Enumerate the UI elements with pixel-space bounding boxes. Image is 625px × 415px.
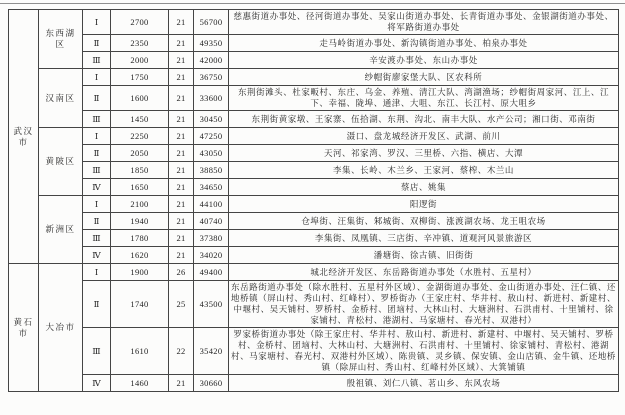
areas-cell: 东岳路街道办事处（除水胜村、五星村外区域）、金湖街道办事处、金山街道办事处、汪仁镇、还地桥镇（屏山村、秀山村、红峰村）、罗桥街办（王家庄村、华井村、敖山村、新进村、新建村、中堰村、吴天铺村、罗桥村、金桥村、团垴村、大林山村、大塘洲村、石洪甫村、十里铺村、徐家铺村、青松村、港湖村、马家塘村、春光村、双港村） [229,281,619,328]
table-row [9,10,619,35]
city-cell: 武汉市 [9,10,39,264]
monthly-wage-cell: 2100 [111,196,169,213]
multiplier-cell: 21 [169,35,194,52]
multiplier-cell: 21 [169,375,194,392]
wage-table-body [9,10,619,392]
annual-total-cell: 30450 [194,111,229,128]
multiplier-cell: 21 [169,86,194,111]
monthly-wage-cell: 1740 [111,281,169,328]
district-cell: 大冶市 [39,264,83,392]
city-cell: 黄石市 [9,264,39,392]
monthly-wage-cell: 1620 [111,247,169,264]
grade-cell: Ⅳ [83,375,111,392]
multiplier-cell: 21 [169,10,194,35]
multiplier-cell: 26 [169,264,194,281]
grade-cell: Ⅰ [83,196,111,213]
multiplier-cell: 21 [169,145,194,162]
wage-standard-table [8,9,619,392]
table-row [9,230,619,247]
multiplier-cell: 21 [169,69,194,86]
multiplier-cell: 21 [169,162,194,179]
table-row [9,179,619,196]
table-row [9,281,619,328]
multiplier-cell: 21 [169,128,194,145]
areas-cell: 走马岭街道办事处、新沟镇街道办事处、柏泉办事处 [229,35,619,52]
areas-cell: 李集、长岭、木兰乡、王家河、蔡榨、木兰山 [229,162,619,179]
areas-cell: 阳逻街 [229,196,619,213]
district-cell: 东西湖区 [39,10,83,69]
annual-total-cell: 49350 [194,35,229,52]
grade-cell: Ⅲ [83,52,111,69]
monthly-wage-cell: 1610 [111,328,169,375]
table-row [9,128,619,145]
areas-cell: 仓埠街、汪集街、邾城街、双柳街、涨渡湖农场、龙王咀农场 [229,213,619,230]
table-row [9,213,619,230]
annual-total-cell: 34650 [194,179,229,196]
table-row [9,328,619,375]
multiplier-cell: 21 [169,196,194,213]
monthly-wage-cell: 1650 [111,179,169,196]
grade-cell: Ⅰ [83,69,111,86]
annual-total-cell: 36750 [194,69,229,86]
multiplier-cell: 21 [169,213,194,230]
multiplier-cell: 21 [169,179,194,196]
monthly-wage-cell: 1460 [111,375,169,392]
annual-total-cell: 37380 [194,230,229,247]
multiplier-cell: 21 [169,230,194,247]
areas-cell: 城北经济开发区、东岳路街道办事处（水胜村、五星村） [229,264,619,281]
grade-cell: Ⅰ [83,264,111,281]
grade-cell: Ⅱ [83,145,111,162]
annual-total-cell: 49400 [194,264,229,281]
annual-total-cell: 56700 [194,10,229,35]
monthly-wage-cell: 2250 [111,128,169,145]
grade-cell: Ⅱ [83,35,111,52]
areas-cell: 潘塘街、徐古镇、旧街街 [229,247,619,264]
areas-cell: 蔡店、姚集 [229,179,619,196]
table-row [9,52,619,69]
multiplier-cell: 25 [169,281,194,328]
multiplier-cell: 21 [169,111,194,128]
areas-cell: 殷祖镇、刘仁八镇、茗山乡、东风农场 [229,375,619,392]
page-top-rule [0,3,625,4]
annual-total-cell: 30660 [194,375,229,392]
table-row [9,86,619,111]
table-row [9,375,619,392]
table-row [9,35,619,52]
grade-cell: Ⅰ [83,128,111,145]
monthly-wage-cell: 1780 [111,230,169,247]
grade-cell: Ⅲ [83,230,111,247]
grade-cell: Ⅳ [83,179,111,196]
grade-cell: Ⅱ [83,281,111,328]
grade-cell: Ⅲ [83,328,111,375]
grade-cell: Ⅲ [83,162,111,179]
district-cell: 汉南区 [39,69,83,128]
areas-cell: 东荆街滩头、杜家畈村、东庄、乌金、养殖、清江大队、湾湖渔场；纱帽街周家河、江上、江下、幸福、陇埠、通津、大咀、东江、长江村、原大咀乡 [229,86,619,111]
grade-cell: Ⅲ [83,111,111,128]
annual-total-cell: 43050 [194,145,229,162]
multiplier-cell: 21 [169,247,194,264]
multiplier-cell: 22 [169,328,194,375]
table-row [9,264,619,281]
grade-cell: Ⅱ [83,86,111,111]
monthly-wage-cell: 1850 [111,162,169,179]
grade-cell: Ⅰ [83,10,111,35]
annual-total-cell: 38850 [194,162,229,179]
areas-cell: 东荆街黄家墩、王家寨、伍拾湖、东荆、沟北、南丰大队、水产公司；湘口街、邓南街 [229,111,619,128]
areas-cell: 李集街、凤凰镇、三店街、辛冲镇、道观河风景旅游区 [229,230,619,247]
monthly-wage-cell: 2350 [111,35,169,52]
areas-cell: 天河、祁家湾、罗汉、三里桥、六指、横店、大潭 [229,145,619,162]
monthly-wage-cell: 1600 [111,86,169,111]
annual-total-cell: 43500 [194,281,229,328]
annual-total-cell: 33600 [194,86,229,111]
monthly-wage-cell: 2050 [111,145,169,162]
table-row [9,145,619,162]
areas-cell: 慈惠街道办事处、径河街道办事处、吴家山街道办事处、长青街道办事处、金银湖街道办事处、将军路街道办事处 [229,10,619,35]
monthly-wage-cell: 2700 [111,10,169,35]
annual-total-cell: 40740 [194,213,229,230]
annual-total-cell: 47250 [194,128,229,145]
annual-total-cell: 35420 [194,328,229,375]
areas-cell: 纱帽街廖家堡大队、区农科所 [229,69,619,86]
annual-total-cell: 42000 [194,52,229,69]
district-cell: 新洲区 [39,196,83,264]
monthly-wage-cell: 1940 [111,213,169,230]
table-row [9,247,619,264]
areas-cell: 罗家桥街道办事处（除王家庄村、华井村、敖山村、新进村、新建村、中堰村、吴天铺村、罗桥村、金桥村、团垴村、大林山村、大塘洲村、石洪甫村、十里铺村、徐家铺村、青松村、港湖村、马家塘村、春光村、双港村外区域）、陈贵镇、灵乡镇、保安镇、金山店镇、金牛镇、还地桥镇（除屏山村、秀山村、红峰村外区域）、大箕铺镇 [229,328,619,375]
annual-total-cell: 44100 [194,196,229,213]
grade-cell: Ⅳ [83,247,111,264]
district-cell: 黄陂区 [39,128,83,196]
table-row [9,69,619,86]
table-row [9,111,619,128]
monthly-wage-cell: 2000 [111,52,169,69]
annual-total-cell: 34020 [194,247,229,264]
monthly-wage-cell: 1750 [111,69,169,86]
monthly-wage-cell: 1450 [111,111,169,128]
monthly-wage-cell: 1900 [111,264,169,281]
table-row [9,162,619,179]
multiplier-cell: 21 [169,52,194,69]
table-row [9,196,619,213]
areas-cell: 滠口、盘龙城经济开发区、武湖、前川 [229,128,619,145]
areas-cell: 辛安渡办事处、东山办事处 [229,52,619,69]
grade-cell: Ⅱ [83,213,111,230]
